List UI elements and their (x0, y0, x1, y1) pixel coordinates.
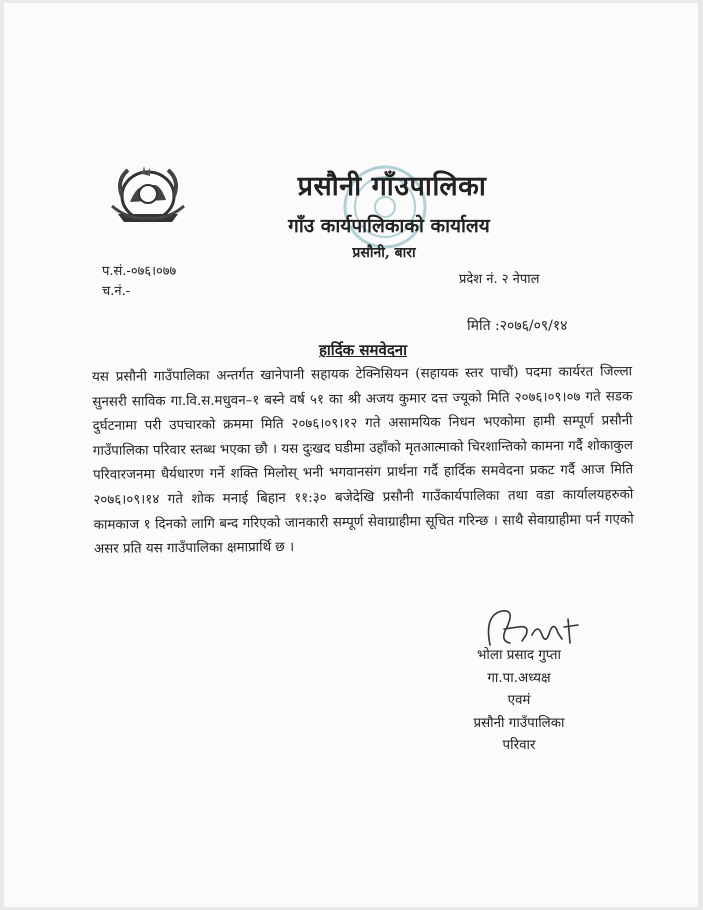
signatory-name: भोला प्रसाद गुप्ता (477, 648, 561, 663)
signatory-position: गा.पा.अध्यक्ष (487, 670, 551, 686)
signatory-group: परिवार (502, 738, 536, 753)
signatory-block (444, 645, 594, 758)
office-location: प्रसौनी, बारा (352, 245, 416, 261)
province-label: प्रदेश नं. २ नेपाल (459, 272, 540, 287)
office-name: गाँउ कार्यपालिकाको कार्यालय (288, 215, 490, 237)
nepal-emblem-icon (108, 160, 188, 228)
dispatch-number: च.नं.- (102, 284, 131, 299)
letter-number: प.सं.-०७६।०७७ (102, 264, 177, 279)
signatory-conjunction: एवमं (507, 693, 531, 708)
letter-date: मिति :२०७६/०९/१४ (467, 318, 568, 334)
letter-body: यस प्रसौनी गाउँपालिका अन्तर्गत खानेपानी सहायक टेक्निसियन (सहायक स्तर पाचौं) पदमा कार्यरत जिल्ला सुनसरी साविक गा.वि.स.मधुवन–१ बस्ने वर्ष ५१ का श्री अजय कुमार दत्त ज्यूको मिति २०७६।०९।०७ गते सडक दुर्घटनामा परी उपचारको क्रममा मिति २०७६।०९।१२ गते असामयिक निधन भएकोमा हामी सम्पूर्ण प्रसौनी गाउँपालिका परिवार स्तब्ध भएका छौ । यस दुःखद घडीमा उहाँको मृतआत्माको चिरशान्तिको कामना गर्दै शोकाकुल परिवारजनमा धैर्यधारण गर्ने शक्ति मिलोस् भनी भगवानसंग प्रार्थना गर्दै हार्दिक समवेदना प्रकट गर्दै आज मिति २०७६।०९।१४ गते शोक मनाई बिहान ११:३० बजेदेखि प्रसौनी गाउँकार्यपालिका तथा वडा कार्यालयहरुको कामकाज १ दिनको लागि बन्द गरिएको जानकारी सम्पूर्ण सेवाग्राहीमा सूचित गरिन्छ । साथै सेवाग्राहीमा पर्न गएको असर प्रति यस गाउँपालिका क्षमाप्रार्थि छ । (92, 364, 634, 558)
signatory-organization: प्रसौनी गाउँपालिका (473, 715, 565, 731)
municipality-name: प्रसौनी गाँउपालिका (297, 171, 487, 202)
letter-subject: हार्दिक समवेदना (318, 341, 408, 359)
letter-page (4, 3, 698, 907)
